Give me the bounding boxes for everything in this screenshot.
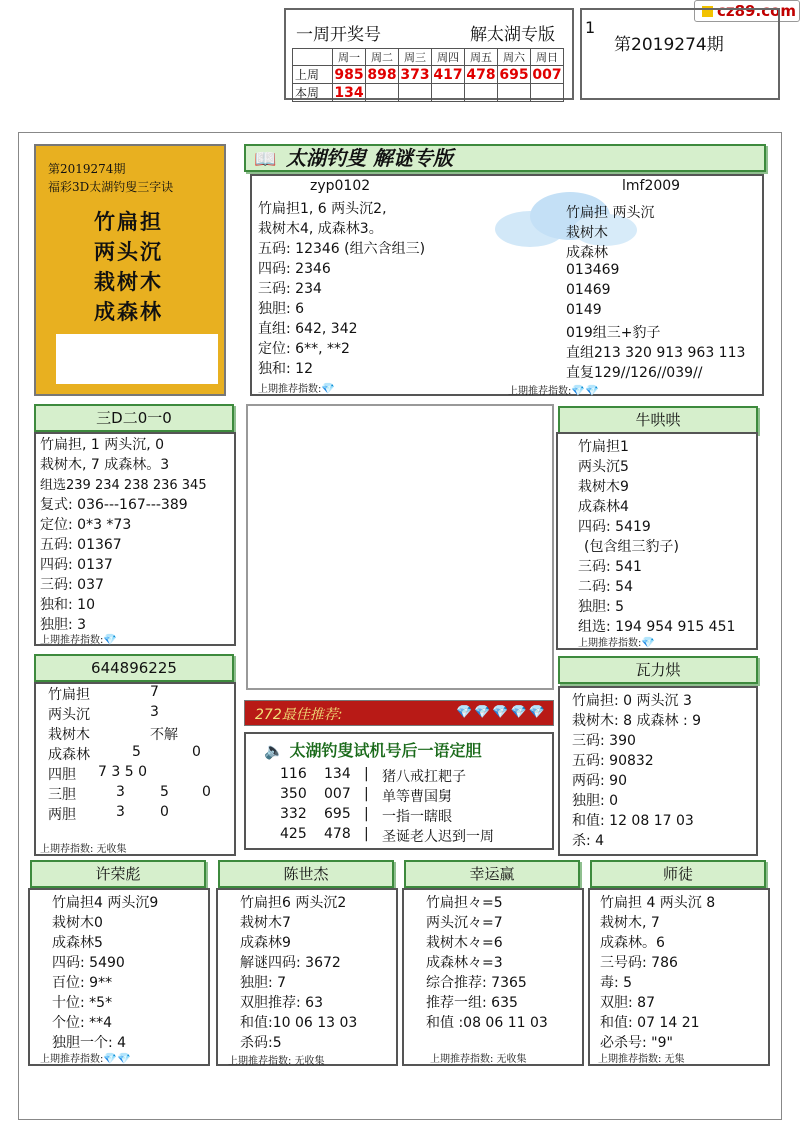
lmf-line: 019组三+豹子 xyxy=(566,325,661,341)
verdict-riddle: 单等曹国舅 xyxy=(382,789,452,805)
xrb-line: 成森林5 xyxy=(52,935,103,951)
week-table xyxy=(292,48,564,102)
lmf-footer xyxy=(508,382,599,397)
verdict-riddle: 猪八戒扛耙子 xyxy=(382,769,466,785)
nhh-line: 成森林4 xyxy=(578,499,629,515)
sd-footer xyxy=(40,631,117,646)
wlh-line: 两码: 90 xyxy=(572,773,627,789)
xyy-line: 栽树木々=6 xyxy=(426,935,503,951)
n644-value: 0 xyxy=(202,784,211,800)
n644-footer: 上期荐指数: 无收集 xyxy=(40,844,127,855)
draw-number xyxy=(465,84,498,102)
divider-bar: | xyxy=(364,766,369,782)
xyy-line: 竹扁担々=5 xyxy=(426,895,503,911)
draw-number xyxy=(366,84,399,102)
nhh-line: 独胆: 5 xyxy=(578,599,625,615)
csj-line: 解谜四码: 3672 xyxy=(240,955,341,971)
xyy-title: 幸运赢 xyxy=(469,865,515,883)
diamond-icon: 💎💎 xyxy=(571,384,599,397)
nhh-header xyxy=(558,406,758,434)
lmf-line: 竹扁担 两头沉 xyxy=(566,205,655,221)
sd-line: 独和: 10 xyxy=(40,597,95,613)
xrb-line: 十位: *5* xyxy=(52,995,113,1011)
this-week-row xyxy=(293,84,564,102)
wlh-line: 三码: 390 xyxy=(572,733,636,749)
n644-label: 四胆 xyxy=(48,767,76,783)
verdict-title: 太湖钓叟试机号后一语定胆 xyxy=(289,741,482,760)
this-week-label: 本周 xyxy=(293,84,333,102)
day-cell: 周五 xyxy=(465,49,498,66)
site-badge-text: cz89.com xyxy=(717,2,797,20)
n644-value: 3 xyxy=(150,704,159,720)
wlh-line: 栽树木: 8 成森林 : 9 xyxy=(572,713,702,729)
verdict-test: 116 xyxy=(280,766,307,782)
sd-line: 五码: 01367 xyxy=(40,537,122,553)
speaker-icon: 🔈 xyxy=(264,741,284,760)
draw-number xyxy=(531,84,564,102)
nhh-line: 栽树木9 xyxy=(578,479,629,495)
n644-title: 644896225 xyxy=(91,659,177,677)
sd-line: 复式: 036---167---389 xyxy=(40,497,188,513)
last-week-row xyxy=(293,66,564,84)
zyp-line: 直组: 642, 342 xyxy=(258,321,358,337)
wlh-header xyxy=(558,656,758,684)
week-header-row xyxy=(293,49,564,66)
day-cell: 周六 xyxy=(498,49,531,66)
draw-number xyxy=(399,84,432,102)
zhuan-title: 解太湖专版 xyxy=(470,25,555,45)
xrb-line: 竹扁担4 两头沉9 xyxy=(52,895,159,911)
nhh-line: 两头沉5 xyxy=(578,459,629,475)
verdict-riddle: 圣诞老人迟到一周 xyxy=(382,829,494,845)
verdict-draw: 478 xyxy=(324,826,351,842)
card-blank-area xyxy=(56,334,218,384)
draw-number: 373 xyxy=(400,66,430,83)
nhh-line: 三码: 541 xyxy=(578,559,642,575)
verdict-test: 350 xyxy=(280,786,307,802)
xrb-line: 栽树木0 xyxy=(52,915,103,931)
diamond-icon: 💎 xyxy=(103,633,118,646)
lmf-line: 01469 xyxy=(566,282,611,298)
sd-header xyxy=(34,404,234,432)
draw-number xyxy=(498,84,531,102)
nhh-line: 竹扁担1 xyxy=(578,439,629,455)
nhh-line: 二码: 54 xyxy=(578,579,633,595)
xyy-header xyxy=(404,860,580,888)
card-issue: 第2019274期 xyxy=(48,162,126,176)
nhh-line: 四码: 5419 xyxy=(578,519,651,535)
sd-line: 竹扁担, 1 两头沉, 0 xyxy=(40,437,165,453)
card-word: 竹扁担 xyxy=(94,209,163,234)
lmf-line: 013469 xyxy=(566,262,620,278)
st-line: 三号码: 786 xyxy=(600,955,678,971)
n644-value: 7 3 5 0 xyxy=(98,764,147,780)
csj-footer: 上期推荐指数: 无收集 xyxy=(228,1056,325,1067)
lmf-line: 成森林 xyxy=(566,245,608,261)
sd-footer-label: 上期推荐指数: xyxy=(40,635,104,646)
xyy-footer: 上期推荐指数: 无收集 xyxy=(430,1054,527,1065)
draw-number: 417 xyxy=(433,66,463,83)
week-title: 一周开奖号 xyxy=(296,25,381,45)
draw-number: 007 xyxy=(532,66,562,83)
nhh-line: 组选: 194 954 915 451 xyxy=(578,619,736,635)
xrb-line: 百位: 9** xyxy=(52,975,113,991)
st-footer: 上期推荐指数: 无集 xyxy=(598,1054,685,1065)
xrb-line: 独胆一个: 4 xyxy=(52,1035,127,1051)
n644-value: 不解 xyxy=(150,727,178,743)
lmf-name: lmf2009 xyxy=(622,178,681,194)
wlh-line: 和值: 12 08 17 03 xyxy=(572,813,694,829)
wlh-line: 竹扁担: 0 两头沉 3 xyxy=(572,693,692,709)
draw-number: 985 xyxy=(334,66,364,83)
masthead-title: 太湖钓叟 解谜专版 xyxy=(286,146,453,170)
book-icon: 📖 xyxy=(254,149,277,170)
st-line: 双胆: 87 xyxy=(600,995,655,1011)
xrb-footer-label: 上期推荐指数: xyxy=(40,1054,104,1065)
zyp-line: 独和: 12 xyxy=(258,361,313,377)
csj-header xyxy=(218,860,394,888)
xyy-line: 成森林々=3 xyxy=(426,955,503,971)
nhh-footer-label: 上期推荐指数: xyxy=(578,638,642,649)
zyp-name: zyp0102 xyxy=(310,178,371,194)
lmf-footer-label: 上期推荐指数: xyxy=(508,386,572,397)
st-line: 毒: 5 xyxy=(600,975,633,991)
issue-index: 1 xyxy=(585,18,596,37)
verdict-riddle: 一指一瞎眼 xyxy=(382,809,452,825)
xrb-line: 四码: 5490 xyxy=(52,955,125,971)
day-cell: 周一 xyxy=(333,49,366,66)
csj-title: 陈世杰 xyxy=(283,865,329,883)
zyp-line: 栽树木4, 成森林3。 xyxy=(258,221,383,237)
zyp-line: 四码: 2346 xyxy=(258,261,331,277)
diamond-icon: 💎 xyxy=(641,636,656,649)
xyy-line: 综合推荐: 7365 xyxy=(426,975,527,991)
n644-label: 栽树木 xyxy=(48,727,90,743)
st-line: 成森林。6 xyxy=(600,935,665,951)
nhh-footer xyxy=(578,634,655,649)
csj-line: 独胆: 7 xyxy=(240,975,287,991)
card-subtitle: 福彩3D太湖钓叟三字诀 xyxy=(48,180,174,194)
n644-value: 5 xyxy=(160,784,169,800)
wlh-line: 五码: 90832 xyxy=(572,753,654,769)
wlh-line: 杀: 4 xyxy=(572,833,605,849)
day-cell: 周三 xyxy=(399,49,432,66)
xrb-line: 个位: **4 xyxy=(52,1015,113,1031)
csj-line: 成森林9 xyxy=(240,935,291,951)
st-title: 师徒 xyxy=(662,865,693,883)
nhh-line: (包含组三豹子) xyxy=(584,539,679,555)
week-results-box xyxy=(284,8,574,100)
verdict-title-row xyxy=(264,738,482,761)
verdict-test: 425 xyxy=(280,826,307,842)
diamond-icon: 💎💎💎💎💎 xyxy=(456,705,547,720)
corner-cell xyxy=(293,49,333,66)
xyy-line: 和值 :08 06 11 03 xyxy=(426,1015,548,1031)
csj-line: 竹扁担6 两头沉2 xyxy=(240,895,347,911)
verdict-draw: 134 xyxy=(324,766,351,782)
csj-line: 栽树木7 xyxy=(240,915,291,931)
day-cell: 周四 xyxy=(432,49,465,66)
st-line: 竹扁担 4 两头沉 8 xyxy=(600,895,716,911)
n644-label: 两胆 xyxy=(48,807,76,823)
zyp-footer-label: 上期推荐指数: xyxy=(258,384,322,395)
draw-number xyxy=(432,84,465,102)
st-line: 和值: 07 14 21 xyxy=(600,1015,700,1031)
middle-blank-panel xyxy=(246,404,554,690)
csj-line: 和值:10 06 13 03 xyxy=(240,1015,358,1031)
xrb-footer xyxy=(40,1050,131,1065)
draw-number: 695 xyxy=(499,66,529,83)
sd-line: 定位: 0*3 *73 xyxy=(40,517,132,533)
n644-value: 3 xyxy=(116,804,125,820)
zyp-line: 独胆: 6 xyxy=(258,301,305,317)
st-line: 必杀号: "9" xyxy=(600,1035,673,1051)
zyp-line: 三码: 234 xyxy=(258,281,322,297)
csj-line: 杀码:5 xyxy=(240,1035,282,1051)
n644-value: 0 xyxy=(160,804,169,820)
lmf-line: 0149 xyxy=(566,302,602,318)
sd-line: 栽树木, 7 成森林。3 xyxy=(40,457,170,473)
divider-bar: | xyxy=(364,786,369,802)
xrb-title: 许荣彪 xyxy=(95,865,141,883)
xyy-line: 推荐一组: 635 xyxy=(426,995,518,1011)
best-label: 272最佳推荐: xyxy=(255,707,343,723)
card-word: 栽树木 xyxy=(94,269,163,294)
lmf-line: 直复129//126//039// xyxy=(566,365,703,381)
wlh-line: 独胆: 0 xyxy=(572,793,619,809)
day-cell: 周二 xyxy=(366,49,399,66)
verdict-box xyxy=(244,732,554,850)
divider-bar: | xyxy=(364,806,369,822)
sd-line: 三码: 037 xyxy=(40,577,104,593)
n644-value: 3 xyxy=(116,784,125,800)
nhh-title: 牛哄哄 xyxy=(635,411,681,429)
draw-number: 134 xyxy=(334,84,364,101)
zyp-line: 定位: 6**, **2 xyxy=(258,341,350,357)
n644-label: 竹扁担 xyxy=(48,687,90,703)
n644-label: 成森林 xyxy=(48,747,90,763)
n644-label: 三胆 xyxy=(48,787,76,803)
draw-number: 898 xyxy=(367,66,397,83)
card-word: 两头沉 xyxy=(94,239,163,264)
sd-line: 独胆: 3 xyxy=(40,617,87,633)
verdict-draw: 007 xyxy=(324,786,351,802)
n644-label: 两头沉 xyxy=(48,707,90,723)
sd-title: 三D二0一0 xyxy=(96,409,172,427)
sd-line: 组选239 234 238 236 345 xyxy=(40,478,207,493)
st-header xyxy=(590,860,766,888)
verdict-draw: 695 xyxy=(324,806,351,822)
issue-number: 第2019274期 xyxy=(614,35,724,55)
n644-header xyxy=(34,654,234,682)
draw-number: 478 xyxy=(466,66,496,83)
sd-line: 四码: 0137 xyxy=(40,557,113,573)
n644-value: 7 xyxy=(150,684,159,700)
masthead xyxy=(244,144,766,172)
xyy-line: 两头沉々=7 xyxy=(426,915,503,931)
card-word: 成森林 xyxy=(94,299,163,324)
diamond-icon: 💎 xyxy=(321,382,336,395)
divider-bar: | xyxy=(364,826,369,842)
xrb-header xyxy=(30,860,206,888)
wlh-title: 瓦力烘 xyxy=(635,661,681,679)
diamond-icon: 💎💎 xyxy=(103,1052,131,1065)
n644-value: 5 xyxy=(132,744,141,760)
csj-line: 双胆推荐: 63 xyxy=(240,995,323,1011)
zyp-footer xyxy=(258,380,335,395)
issue-box xyxy=(580,8,780,100)
last-week-label: 上周 xyxy=(293,66,333,84)
lmf-line: 栽树木 xyxy=(566,225,608,241)
lmf-line: 直组213 320 913 963 113 xyxy=(566,345,746,361)
summary-card xyxy=(34,144,226,396)
day-cell: 周日 xyxy=(531,49,564,66)
best-recommend-bar xyxy=(244,700,554,726)
st-line: 栽树木, 7 xyxy=(600,915,660,931)
zyp-line: 竹扁担1, 6 两头沉2, xyxy=(258,201,387,217)
n644-value: 0 xyxy=(192,744,201,760)
zyp-line: 五码: 12346 (组六含组三) xyxy=(258,241,426,257)
verdict-test: 332 xyxy=(280,806,307,822)
